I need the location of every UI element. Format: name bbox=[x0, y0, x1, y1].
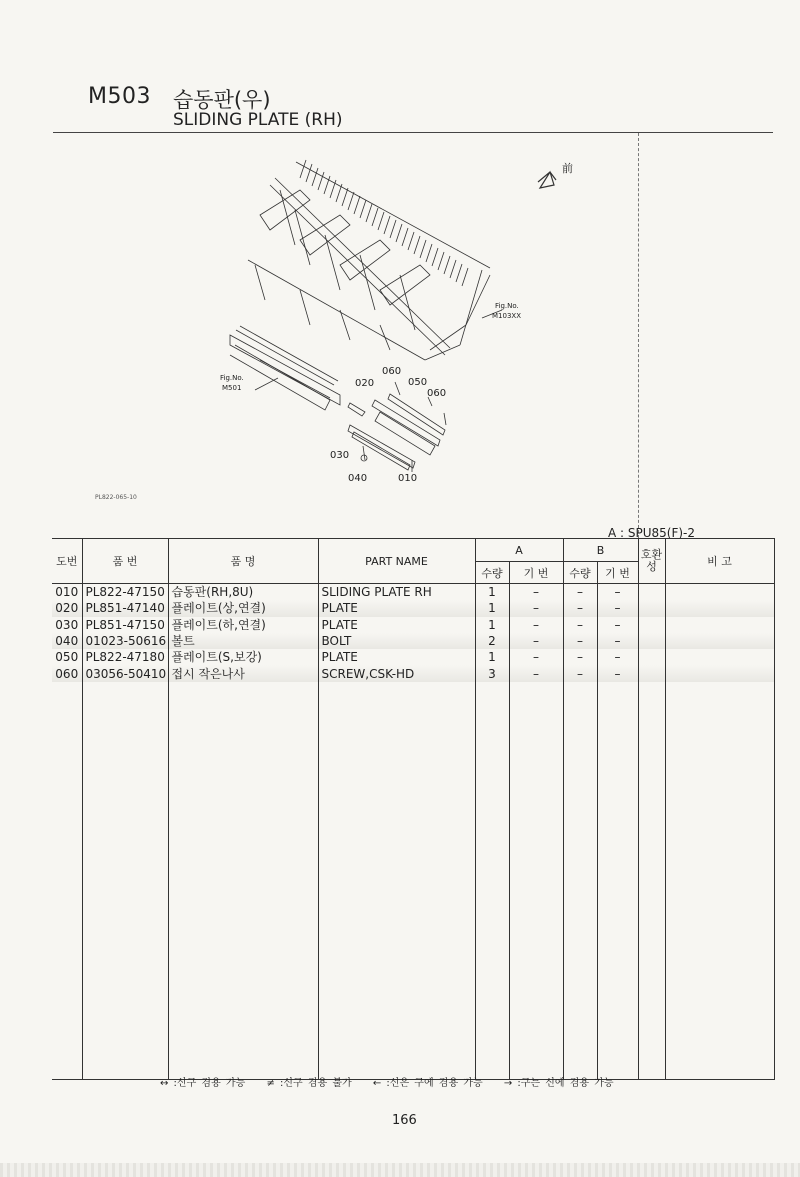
row-serial-b: – bbox=[597, 617, 638, 633]
header-serial-a: 기 번 bbox=[509, 562, 563, 584]
row-remarks bbox=[665, 584, 774, 601]
row-part-no: PL851-47140 bbox=[82, 600, 168, 616]
row-no: 010 bbox=[52, 584, 82, 601]
row-name-ko: 플레이트(하,연결) bbox=[168, 617, 318, 633]
diagram-divider bbox=[638, 133, 639, 538]
callout-010: 010 bbox=[398, 473, 418, 484]
row-name-ko: 접시 작은나사 bbox=[168, 665, 318, 681]
row-interchange bbox=[638, 649, 665, 665]
row-name-en: SLIDING PLATE RH bbox=[318, 584, 475, 601]
row-no: 030 bbox=[52, 617, 82, 633]
fig-ref-2-line-1: Fig.No. bbox=[220, 374, 244, 382]
page-number: 166 bbox=[392, 1113, 417, 1128]
row-remarks bbox=[665, 633, 774, 649]
title-english: SLIDING PLATE (RH) bbox=[173, 110, 343, 130]
legend-item: ↔ :신구 겸용 가능 bbox=[160, 1078, 246, 1089]
row-no: 040 bbox=[52, 633, 82, 649]
callout-040: 040 bbox=[348, 473, 368, 484]
row-serial-a: – bbox=[509, 649, 563, 665]
row-serial-b: – bbox=[597, 665, 638, 681]
row-interchange bbox=[638, 584, 665, 601]
header-interchange: 호환성 bbox=[638, 539, 665, 584]
legend-item: → :구는 신에 겸용 가능 bbox=[503, 1078, 614, 1089]
callout-030: 030 bbox=[330, 450, 350, 461]
row-qty-b: – bbox=[563, 617, 597, 633]
row-qty-b: – bbox=[563, 584, 597, 601]
header-rule bbox=[53, 132, 773, 133]
table-row bbox=[52, 665, 774, 681]
exploded-parts-diagram bbox=[200, 150, 600, 490]
row-no: 050 bbox=[52, 649, 82, 665]
row-remarks bbox=[665, 617, 774, 633]
left-subassembly-drawing bbox=[230, 326, 340, 410]
callout-060-right: 060 bbox=[427, 388, 447, 399]
row-qty-b: – bbox=[563, 600, 597, 616]
header-name-ko: 품 명 bbox=[168, 539, 318, 584]
front-label: 前 bbox=[562, 162, 573, 175]
row-interchange bbox=[638, 633, 665, 649]
table-row bbox=[52, 600, 774, 616]
table-row bbox=[52, 649, 774, 665]
row-interchange bbox=[638, 600, 665, 616]
title-korean: 습동판(우) bbox=[173, 88, 271, 112]
row-serial-a: – bbox=[509, 600, 563, 616]
row-part-no: PL822-47180 bbox=[82, 649, 168, 665]
header-qty-a: 수량 bbox=[475, 562, 509, 584]
header-part-name: PART NAME bbox=[318, 539, 475, 584]
row-remarks bbox=[665, 649, 774, 665]
header-frame-drawing bbox=[248, 160, 490, 360]
row-remarks bbox=[665, 665, 774, 681]
callout-020: 020 bbox=[355, 378, 375, 389]
row-qty-a: 1 bbox=[475, 584, 509, 601]
section-code: M503 bbox=[88, 84, 151, 109]
row-part-no: PL822-47150 bbox=[82, 584, 168, 601]
parts-table bbox=[52, 538, 775, 1080]
table-row bbox=[52, 584, 774, 601]
header-part-no: 품 번 bbox=[82, 539, 168, 584]
row-serial-b: – bbox=[597, 584, 638, 601]
row-name-ko: 볼트 bbox=[168, 633, 318, 649]
row-name-en: BOLT bbox=[318, 633, 475, 649]
row-serial-b: – bbox=[597, 600, 638, 616]
row-part-no: 01023-50616 bbox=[82, 633, 168, 649]
row-serial-a: – bbox=[509, 665, 563, 681]
model-code: A : SPU85(F)-2 bbox=[608, 526, 696, 540]
row-qty-b: – bbox=[563, 649, 597, 665]
row-qty-a: 1 bbox=[475, 600, 509, 616]
callout-050: 050 bbox=[408, 377, 428, 388]
row-name-en: PLATE bbox=[318, 617, 475, 633]
row-qty-a: 1 bbox=[475, 649, 509, 665]
row-qty-b: – bbox=[563, 665, 597, 681]
scan-edge bbox=[0, 1163, 800, 1177]
row-part-no: PL851-47150 bbox=[82, 617, 168, 633]
header-group-b: B bbox=[563, 539, 638, 562]
row-remarks bbox=[665, 600, 774, 616]
header-group-a: A bbox=[475, 539, 563, 562]
row-serial-a: – bbox=[509, 584, 563, 601]
row-name-en: PLATE bbox=[318, 649, 475, 665]
header-remarks: 비 고 bbox=[665, 539, 774, 584]
callout-060-top: 060 bbox=[382, 366, 402, 377]
header-serial-b: 기 번 bbox=[597, 562, 638, 584]
table-empty-rows bbox=[52, 682, 774, 1080]
front-arrow-icon bbox=[538, 172, 556, 188]
row-no: 060 bbox=[52, 665, 82, 681]
legend-item: ≠ :신구 겸용 불가 bbox=[266, 1078, 352, 1089]
row-serial-a: – bbox=[509, 617, 563, 633]
fig-ref-2-line-2: M501 bbox=[222, 384, 242, 392]
row-serial-b: – bbox=[597, 649, 638, 665]
row-name-en: SCREW,CSK-HD bbox=[318, 665, 475, 681]
row-serial-a: – bbox=[509, 633, 563, 649]
header-no: 도번 bbox=[52, 539, 82, 584]
row-name-en: PLATE bbox=[318, 600, 475, 616]
row-serial-b: – bbox=[597, 633, 638, 649]
header-qty-b: 수량 bbox=[563, 562, 597, 584]
legend-item: ← :신은 구에 겸용 가능 bbox=[372, 1078, 483, 1089]
table-row bbox=[52, 617, 774, 633]
drawing-reference: PL822-065-10 bbox=[95, 494, 137, 501]
fig-ref-1-line-2: M103XX bbox=[492, 312, 521, 320]
table-row bbox=[52, 633, 774, 649]
row-interchange bbox=[638, 665, 665, 681]
interchange-legend bbox=[160, 1074, 630, 1089]
row-qty-a: 1 bbox=[475, 617, 509, 633]
row-interchange bbox=[638, 617, 665, 633]
row-qty-a: 3 bbox=[475, 665, 509, 681]
row-qty-a: 2 bbox=[475, 633, 509, 649]
fig-ref-1-line-1: Fig.No. bbox=[495, 302, 519, 310]
row-qty-b: – bbox=[563, 633, 597, 649]
row-name-ko: 습동판(RH,8U) bbox=[168, 584, 318, 601]
row-name-ko: 플레이트(S,보강) bbox=[168, 649, 318, 665]
row-no: 020 bbox=[52, 600, 82, 616]
row-name-ko: 플레이트(상,연결) bbox=[168, 600, 318, 616]
row-part-no: 03056-50410 bbox=[82, 665, 168, 681]
